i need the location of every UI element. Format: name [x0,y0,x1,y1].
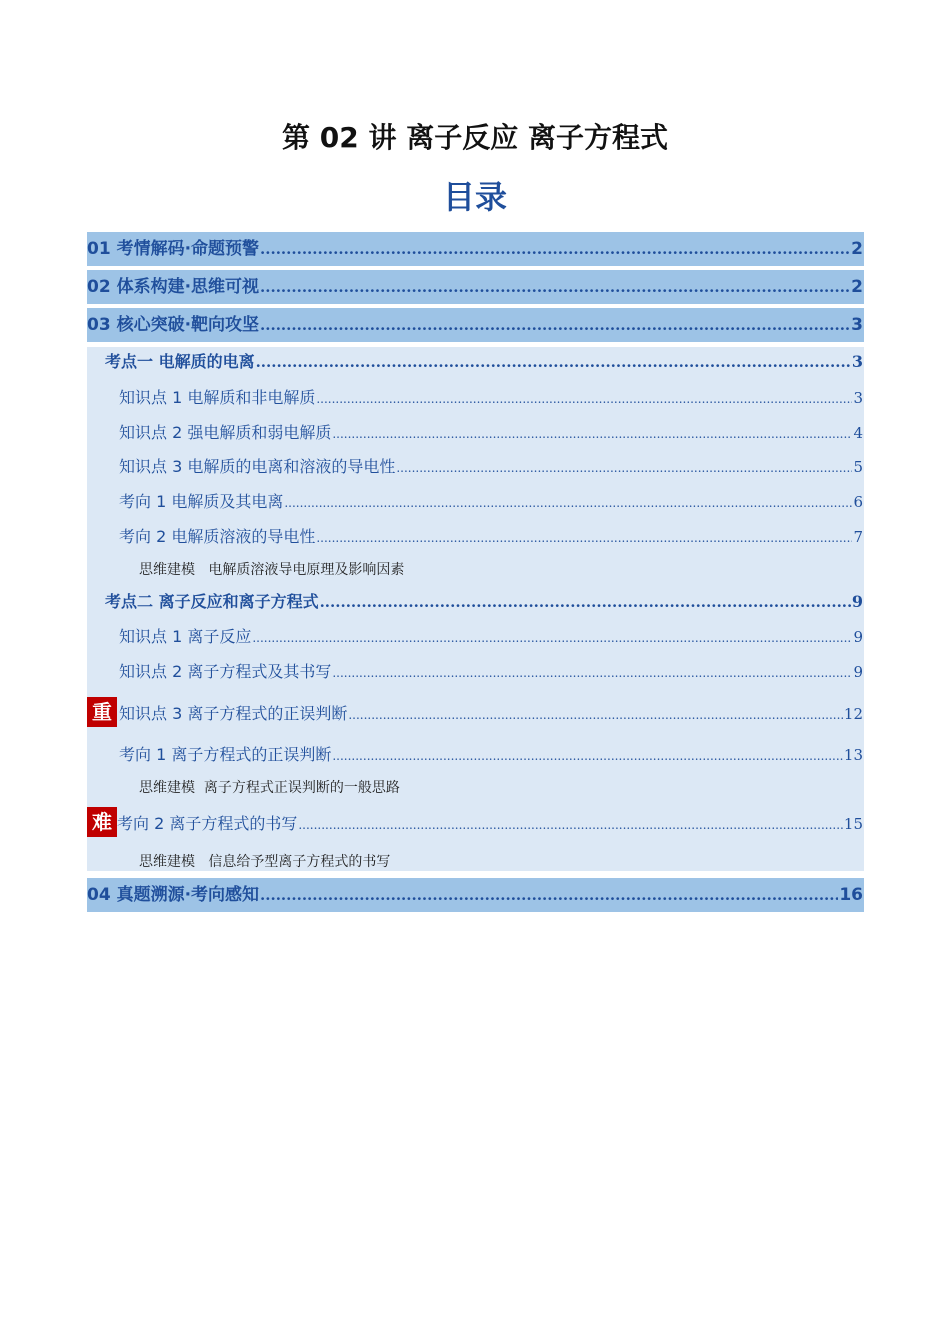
toc-entry-label: 知识点 1 离子反应 [119,627,252,646]
toc-entry-page: 9 [853,663,863,681]
difficult-point-badge: 难 [87,807,117,837]
toc-entry-direction-2-2[interactable] [87,809,864,839]
toc-entry-page: 3 [853,389,863,407]
toc-leader-dots [260,308,850,342]
toc-entry-label: 04 真题溯源·考向感知 [87,885,260,905]
toc-entry-label: 考点一 电解质的电离 [105,352,255,371]
toc-entry-page: 5 [853,458,863,476]
toc-entry-page: 15 [843,815,863,833]
toc-entry-label: 考点二 离子反应和离子方程式 [105,592,319,611]
toc-entry-section-04[interactable] [87,878,864,912]
toc-entry-page: 13 [843,746,863,764]
toc-leader-dots [260,270,850,304]
toc-entry-label: 知识点 3 离子方程式的正误判断 [119,704,348,723]
toc-leader-dots [252,622,852,653]
toc-entry-page: 9 [853,628,863,646]
toc-entry-label: 01 考情解码·命题预警 [87,239,260,259]
toc-entry-page: 3 [851,352,863,371]
toc-entry-knowledge-2-1[interactable] [87,622,864,652]
toc-leader-dots [396,452,852,483]
toc-entry-label: 考向 2 离子方程式的书写 [117,814,298,833]
toc-entry-label: 考向 1 电解质及其电离 [119,492,284,511]
toc-entry-label: 考向 2 电解质溶液的导电性 [119,527,316,546]
toc-note-thinking-model-1: 思维建模 电解质溶液导电原理及影响因素 [139,562,405,578]
toc-note-thinking-model-3: 思维建模 信息给予型离子方程式的书写 [139,854,391,870]
toc-leader-dots [332,740,843,771]
key-point-badge: 重 [87,697,117,727]
toc-entry-label: 知识点 2 离子方程式及其书写 [119,662,332,681]
toc-entry-section-01[interactable] [87,232,864,266]
toc-entry-section-03[interactable] [87,308,864,342]
toc-leader-dots [316,522,852,553]
toc-entry-knowledge-1-1[interactable] [87,383,864,413]
toc-leader-dots [332,418,852,449]
toc-entry-knowledge-1-3[interactable] [87,452,864,482]
document-title: 第 02 讲 离子反应 离子方程式 [282,121,668,154]
toc-entry-page: 6 [853,493,863,511]
toc-entry-label: 03 核心突破·靶向攻坚 [87,315,260,335]
toc-entry-direction-1-2[interactable] [87,522,864,552]
toc-entry-page: 3 [851,315,863,335]
toc-entry-knowledge-2-3[interactable] [87,699,864,729]
toc-entry-direction-2-1[interactable] [87,740,864,770]
toc-entry-label: 知识点 3 电解质的电离和溶液的导电性 [119,457,396,476]
toc-entry-exam-point-1[interactable] [87,347,864,377]
toc-entry-label: 知识点 2 强电解质和弱电解质 [119,423,332,442]
toc-entry-page: 9 [851,592,863,611]
toc-entry-page: 16 [839,885,863,905]
toc-leader-dots [260,878,838,912]
toc-leader-dots [320,587,851,617]
toc-entry-section-02[interactable] [87,270,864,304]
toc-entry-page: 2 [851,239,863,259]
toc-entry-label: 02 体系构建·思维可视 [87,277,260,297]
toc-leader-dots [348,699,843,730]
toc-entry-knowledge-1-2[interactable] [87,418,864,448]
toc-leader-dots [316,383,852,414]
toc-entry-knowledge-2-2[interactable] [87,657,864,687]
toc-entry-page: 7 [853,528,863,546]
toc-leader-dots [260,232,850,266]
toc-entry-direction-1-1[interactable] [87,487,864,517]
toc-entry-exam-point-2[interactable] [87,587,864,617]
toc-leader-dots [332,657,852,688]
toc-note-thinking-model-2: 思维建模 离子方程式正误判断的一般思路 [139,780,400,796]
toc-heading: 目录 [442,178,507,216]
toc-entry-label: 考向 1 离子方程式的正误判断 [119,745,332,764]
toc-entry-page: 4 [853,424,863,442]
toc-leader-dots [256,347,851,377]
toc-entry-page: 12 [843,705,863,723]
toc-leader-dots [284,487,852,518]
toc-entry-page: 2 [851,277,863,297]
toc-entry-label: 知识点 1 电解质和非电解质 [119,388,316,407]
toc-leader-dots [298,809,843,840]
